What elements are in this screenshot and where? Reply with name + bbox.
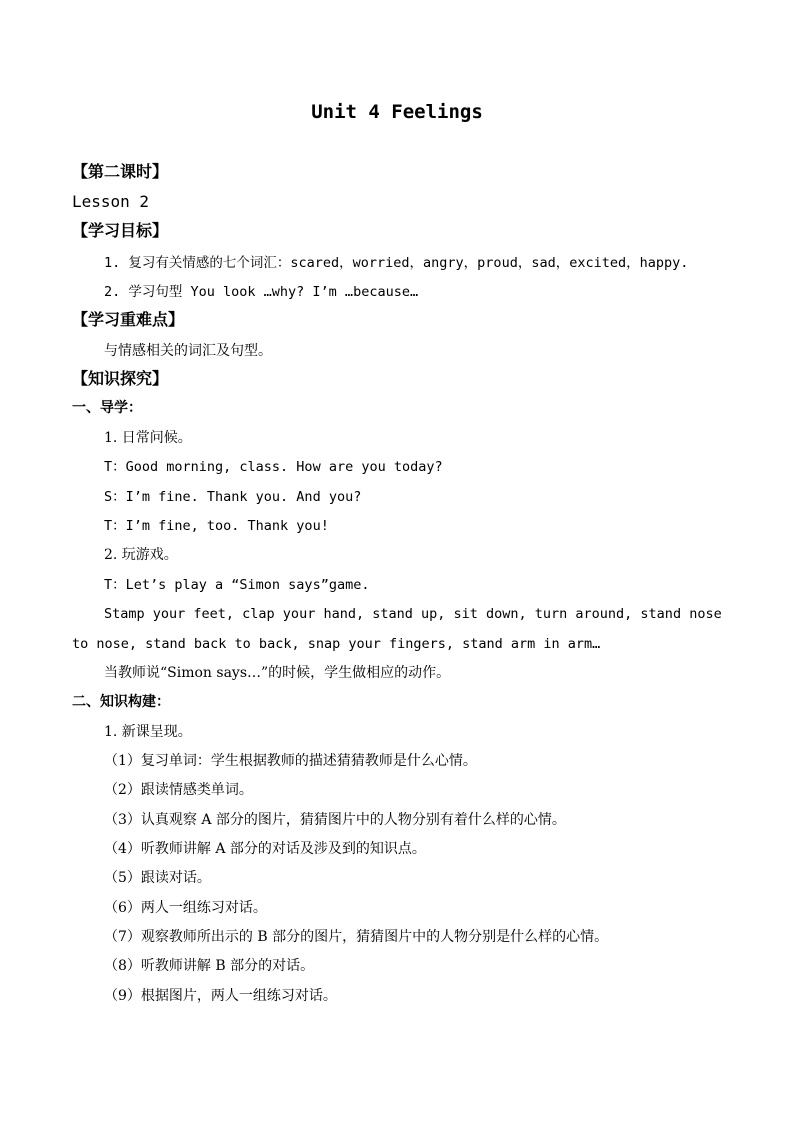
- part1-line: 1. 日常问候。: [104, 430, 192, 446]
- period-heading: 【第二课时】: [72, 162, 169, 181]
- part1-line: 2. 玩游戏。: [104, 547, 178, 563]
- part2-line: （7）观察教师所出示的 B 部分的图片，猜猜图片中的人物分别是什么样的心情。: [104, 929, 609, 945]
- objective-item-1: 1. 复习有关情感的七个词汇：scared，worried，angry，proud，sad，excited，happy.: [104, 255, 689, 271]
- part2-line: （1）复习单词：学生根据教师的描述猜猜教师是什么心情。: [104, 753, 477, 769]
- key-points-heading: 【学习重难点】: [72, 310, 185, 329]
- exploration-heading: 【知识探究】: [72, 369, 169, 388]
- part2-line: （8）听教师讲解 B 部分的对话。: [104, 958, 315, 974]
- key-points-text: 与情感相关的词汇及句型。: [104, 343, 272, 359]
- part1-line: T：Let’s play a “Simon says”game.: [104, 577, 370, 593]
- part2-line: （4）听教师讲解 A 部分的对话及涉及到的知识点。: [104, 841, 426, 857]
- page-title: Unit 4 Feelings: [311, 101, 483, 123]
- part1-line: T：Good morning, class. How are you today?: [104, 459, 443, 475]
- part2-line: （6）两人一组练习对话。: [104, 900, 267, 916]
- part2-heading: 二、知识构建：: [72, 694, 170, 710]
- part1-heading: 一、导学：: [72, 400, 142, 416]
- part1-line: S：I’m fine. Thank you. And you?: [104, 489, 362, 505]
- part2-line: （5）跟读对话。: [104, 870, 211, 886]
- part2-line: （3）认真观察 A 部分的图片，猜猜图片中的人物分别有着什么样的心情。: [104, 812, 566, 828]
- part1-line: to nose, stand back to back, snap your fingers, stand arm in arm…: [72, 636, 601, 652]
- part1-line: Stamp your feet, clap your hand, stand up, sit down, turn around, stand nose: [104, 606, 722, 622]
- objective-item-2: 2. 学习句型 You look …why? I’m …because…: [104, 284, 419, 300]
- part1-line: 当教师说“Simon says…”的时候，学生做相应的动作。: [104, 665, 451, 681]
- part2-line: 1. 新课呈现。: [104, 724, 192, 740]
- lesson-label: Lesson 2: [72, 192, 150, 211]
- part2-line: （9）根据图片，两人一组练习对话。: [104, 988, 337, 1004]
- objectives-heading: 【学习目标】: [72, 221, 169, 240]
- part1-line: T：I’m fine, too. Thank you!: [104, 518, 329, 534]
- part2-line: （2）跟读情感类单词。: [104, 782, 253, 798]
